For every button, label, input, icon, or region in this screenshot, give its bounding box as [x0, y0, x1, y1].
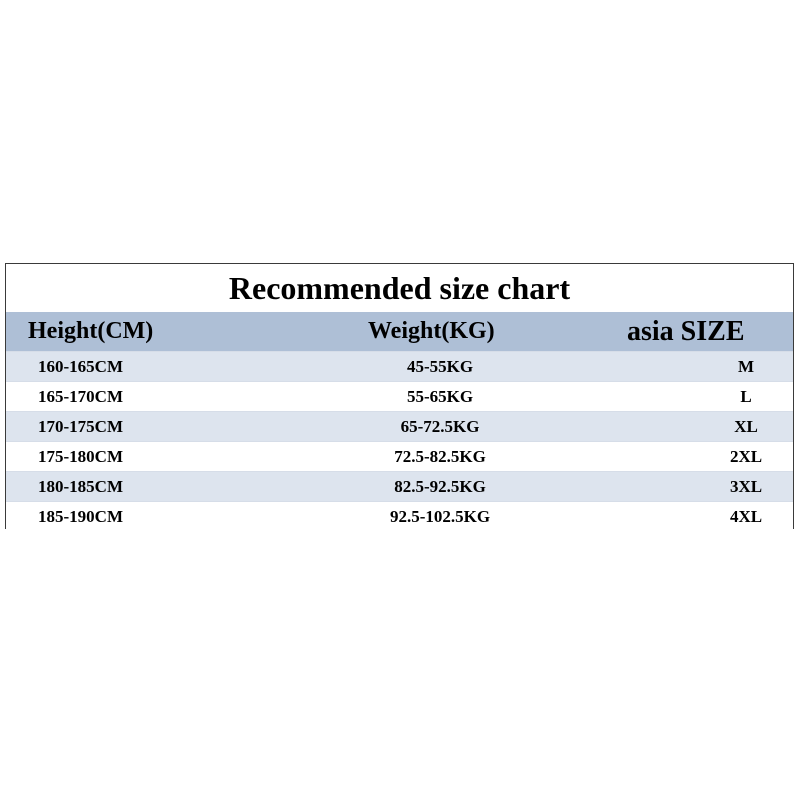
cell-weight: 92.5-102.5KG — [389, 506, 491, 526]
cell-size: XL — [734, 416, 758, 436]
cell-size: L — [740, 386, 752, 406]
cell-weight: 72.5-82.5KG — [394, 446, 486, 466]
cell-size: 4XL — [729, 506, 763, 526]
cell-height: 175-180CM — [38, 446, 123, 466]
chart-title: Recommended size chart — [228, 269, 571, 306]
cell-height: 165-170CM — [38, 386, 123, 406]
header-size: asia SIZE — [627, 315, 745, 347]
cell-weight: 82.5-92.5KG — [394, 476, 486, 496]
cell-size: M — [737, 356, 755, 376]
table-row — [6, 351, 793, 381]
cell-weight: 45-55KG — [406, 356, 474, 376]
table-row — [6, 501, 793, 531]
cell-height: 185-190CM — [38, 506, 123, 526]
table-row — [6, 381, 793, 411]
cell-height: 170-175CM — [38, 416, 123, 436]
cell-height: 180-185CM — [38, 476, 123, 496]
header-height: Height(CM) — [28, 318, 154, 344]
cell-size: 2XL — [729, 446, 763, 466]
table-row — [6, 411, 793, 441]
table-header — [6, 312, 793, 351]
cell-weight: 55-65KG — [406, 386, 474, 406]
header-weight: Weight(KG) — [368, 318, 495, 344]
cell-weight: 65-72.5KG — [400, 416, 480, 436]
cell-height: 160-165CM — [38, 356, 123, 376]
table-row — [6, 471, 793, 501]
table-row — [6, 441, 793, 471]
size-chart-table — [5, 263, 794, 529]
cell-size: 3XL — [729, 476, 763, 496]
